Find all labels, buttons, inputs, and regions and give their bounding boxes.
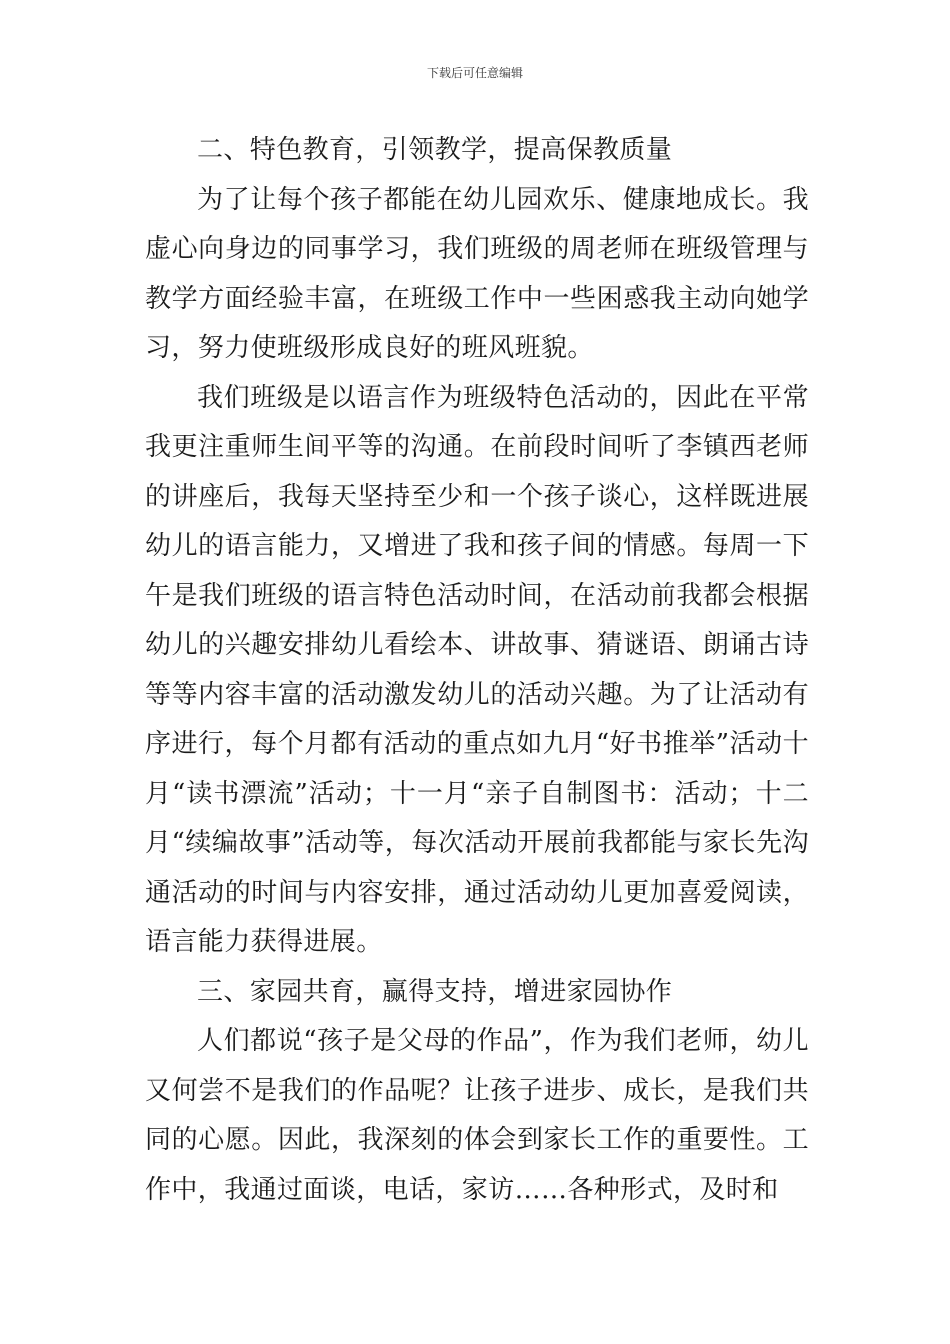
paragraph-1: 为了让每个孩子都能在幼儿园欢乐、健康地成长。我虚心向身边的同事学习，我们班级的周老师在班级管理与教学方面经验丰富，在班级工作中一些困惑我主动向她学习，努力使班级形成良好的班风班貌。 [145, 184, 809, 363]
paragraph-2: 我们班级是以语言作为班级特色活动的，因此在平常我更注重师生间平等的沟通。在前段时间听了李镇西老师的讲座后，我每天坚持至少和一个孩子谈心，这样既进展幼儿的语言能力，又增进了我和孩子间的情感。每周一下午是我们班级的语言特色活动时间，在活动前我都会根据幼儿的兴趣安排幼儿看绘本、讲故事、猜谜语、朗诵古诗等等内容丰富的活动激发幼儿的活动兴趣。为了让活动有序进行，每个月都有活动的重点如九月“好书推举”活动十月“读书漂流”活动；十一月“亲子自制图书：活动；十二月“续编故事”活动等，每次活动开展前我都能与家长先沟通活动的时间与内容安排，通过活动幼儿更加喜爱阅读，语言能力获得进展。 [145, 382, 809, 957]
section-heading-2: 二、特色教育，引领教学，提高保教质量 [197, 135, 673, 165]
document-body [145, 126, 809, 1215]
page-header: 下载后可任意编辑 [426, 66, 523, 80]
paragraph-3: 人们都说“孩子是父母的作品”，作为我们老师，幼儿又何尝不是我们的作品呢？让孩子进步、成长，是我们共同的心愿。因此，我深刻的体会到家长工作的重要性。工作中，我通过面谈，电话，家访……各种形式，及时和 [145, 1026, 809, 1205]
section-heading-3: 三、家园共育，赢得支持，增进家园协作 [197, 976, 673, 1007]
